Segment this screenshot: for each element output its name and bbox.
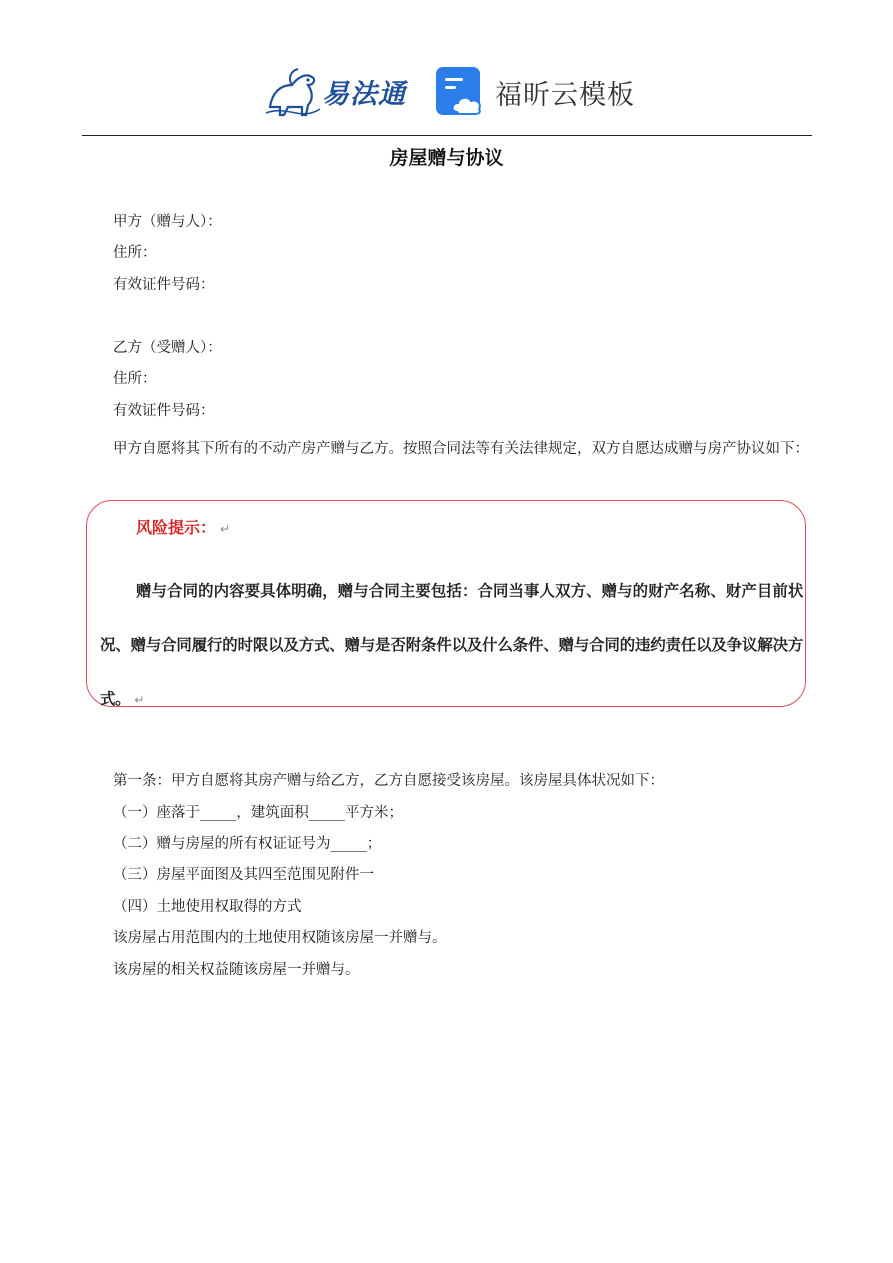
intro-paragraph: 甲方自愿将其下所有的不动产房产赠与乙方。按照合同法等有关法律规定，双方自愿达成赠与房产协议如下： <box>113 441 809 457</box>
yifatong-logo <box>262 63 412 119</box>
article1-item1: （一）座落于_____，建筑面积_____平方米； <box>113 805 403 821</box>
cloud-document-icon <box>435 66 487 118</box>
article1-heading: 第一条：甲方自愿将其房产赠与给乙方，乙方自愿接受该房屋。该房屋具体状况如下： <box>113 773 664 789</box>
article1-line5: 该房屋占用范围内的土地使用权随该房屋一并赠与。 <box>113 930 447 946</box>
party-b-id: 有效证件号码： <box>113 403 215 419</box>
risk-body-text: 赠与合同的内容要具体明确，赠与合同主要包括：合同当事人双方、赠与的财产名称、财产目前状况、赠与合同履行的时限以及方式、赠与是否附条件以及什么条件、赠与合同的违约责任以及争议解决方式。 <box>100 582 803 708</box>
logo1-text: 易法通 <box>322 78 406 110</box>
party-a-address: 住所： <box>113 245 157 261</box>
article1-item2: （二）赠与房屋的所有权证证号为_____； <box>113 836 382 852</box>
header-logos <box>0 55 893 125</box>
fuxin-logo <box>435 65 635 119</box>
risk-notice-title <box>136 515 230 538</box>
return-mark-icon: ↵ <box>134 693 144 707</box>
qilin-icon <box>262 63 324 119</box>
party-b-label: 乙方（受赠人）： <box>113 340 222 356</box>
document-title: 房屋赠与协议 <box>389 147 504 169</box>
article1-line6: 该房屋的相关权益随该房屋一并赠与。 <box>113 962 360 978</box>
party-b-address: 住所： <box>113 371 157 387</box>
article1-item4: （四）土地使用权取得的方式 <box>113 899 302 915</box>
risk-title-text: 风险提示： <box>136 518 217 537</box>
return-mark-icon: ↵ <box>220 522 231 536</box>
risk-notice-body <box>100 564 803 727</box>
logo2-text: 福昕云模板 <box>495 79 635 111</box>
party-a-id: 有效证件号码： <box>113 277 215 293</box>
article1-item3: （三）房屋平面图及其四至范围见附件一 <box>113 867 374 883</box>
party-a-label: 甲方（赠与人）： <box>113 214 222 230</box>
header-divider <box>82 135 812 136</box>
